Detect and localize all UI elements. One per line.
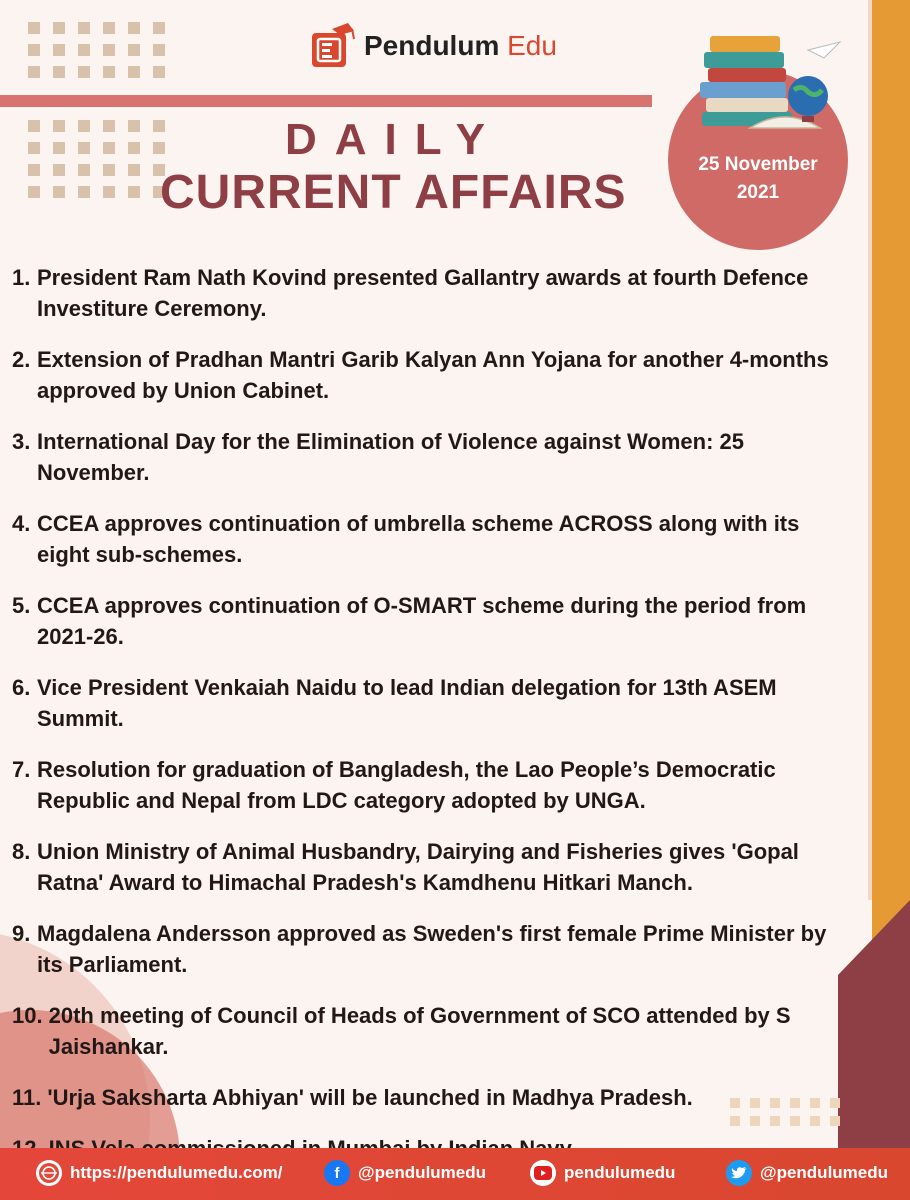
side-stripe-light [868,0,872,900]
date-year: 2021 [736,182,780,203]
news-number: 4. [12,511,31,536]
news-text: CCEA approves continuation of O-SMART scheme during the period from 2021-26. [37,593,807,649]
news-text: International Day for the Elimination of Violence against Women: 25 November. [37,429,744,485]
list-item [12,754,842,816]
list-item [12,262,842,324]
news-number: 10. [12,1003,43,1028]
footer-facebook-text: @pendulumedu [358,1163,487,1182]
news-number: 11. [12,1085,42,1110]
news-text: Resolution for graduation of Bangladesh, the Lao People’s Democratic Republic and Nepal from LDC category adopted by UNGA. [37,757,776,813]
news-number: 1. [12,265,31,290]
news-number: 6. [12,675,31,700]
page-title-line1: DAILY [285,115,503,164]
facebook-icon: f [324,1160,350,1186]
books-globe-illustration-icon [690,28,850,138]
twitter-icon [726,1160,752,1186]
footer-twitter-text: @pendulumedu [760,1163,889,1182]
brand-logo[interactable] [310,18,557,74]
news-number: 5. [12,593,31,618]
news-number: 9. [12,921,31,946]
date-day-month: 25 November [698,154,818,175]
list-item [12,590,842,652]
decor-dots-top [28,22,165,78]
brand-name-main: Pendulum [364,30,500,61]
footer-facebook-link[interactable] [324,1160,486,1186]
news-text: Extension of Pradhan Mantri Garib Kalyan Ann Yojana for another 4-months approved by Union Cabinet. [37,347,829,403]
footer-website-text: https://pendulumedu.com/ [70,1163,283,1182]
brand-name-accent: Edu [507,30,557,61]
news-text: 20th meeting of Council of Heads of Government of SCO attended by S Jaishankar. [48,1003,791,1059]
list-item [12,344,842,406]
list-item [12,836,842,898]
news-number: 3. [12,429,31,454]
header-divider-bar [0,95,652,107]
news-text: 'Urja Saksharta Abhiyan' will be launched in Madhya Pradesh. [47,1085,693,1110]
news-number: 8. [12,839,31,864]
globe-icon [36,1160,62,1186]
footer-website-link[interactable] [36,1160,283,1186]
footer-twitter-link[interactable] [726,1160,888,1186]
news-list [12,262,842,1184]
list-item [12,508,842,570]
logo-mark-icon [310,23,356,69]
list-item [12,1082,842,1113]
list-item [12,1000,842,1062]
footer-youtube-text: pendulumedu [564,1163,676,1182]
news-number: 7. [12,757,31,782]
footer-bar [0,1148,910,1200]
side-stripe-maroon [838,900,910,1150]
brand-name [364,30,557,62]
footer-youtube-link[interactable] [530,1160,675,1186]
news-text: Union Ministry of Animal Husbandry, Dairying and Fisheries gives 'Gopal Ratna' Award to Himachal Pradesh's Kamdhenu Hitkari Manch. [37,839,799,895]
page-title-line2: CURRENT AFFAIRS [160,166,627,219]
list-item [12,672,842,734]
youtube-icon [530,1160,556,1186]
news-number: 2. [12,347,31,372]
list-item [12,426,842,488]
news-text: CCEA approves continuation of umbrella scheme ACROSS along with its eight sub-schemes. [37,511,800,567]
news-text: President Ram Nath Kovind presented Gallantry awards at fourth Defence Investiture Ceremony. [37,265,809,321]
decor-dots-middle [28,120,165,198]
news-text: Magdalena Andersson approved as Sweden's first female Prime Minister by its Parliament. [37,921,827,977]
news-text: Vice President Venkaiah Naidu to lead Indian delegation for 13th ASEM Summit. [37,675,777,731]
list-item [12,918,842,980]
